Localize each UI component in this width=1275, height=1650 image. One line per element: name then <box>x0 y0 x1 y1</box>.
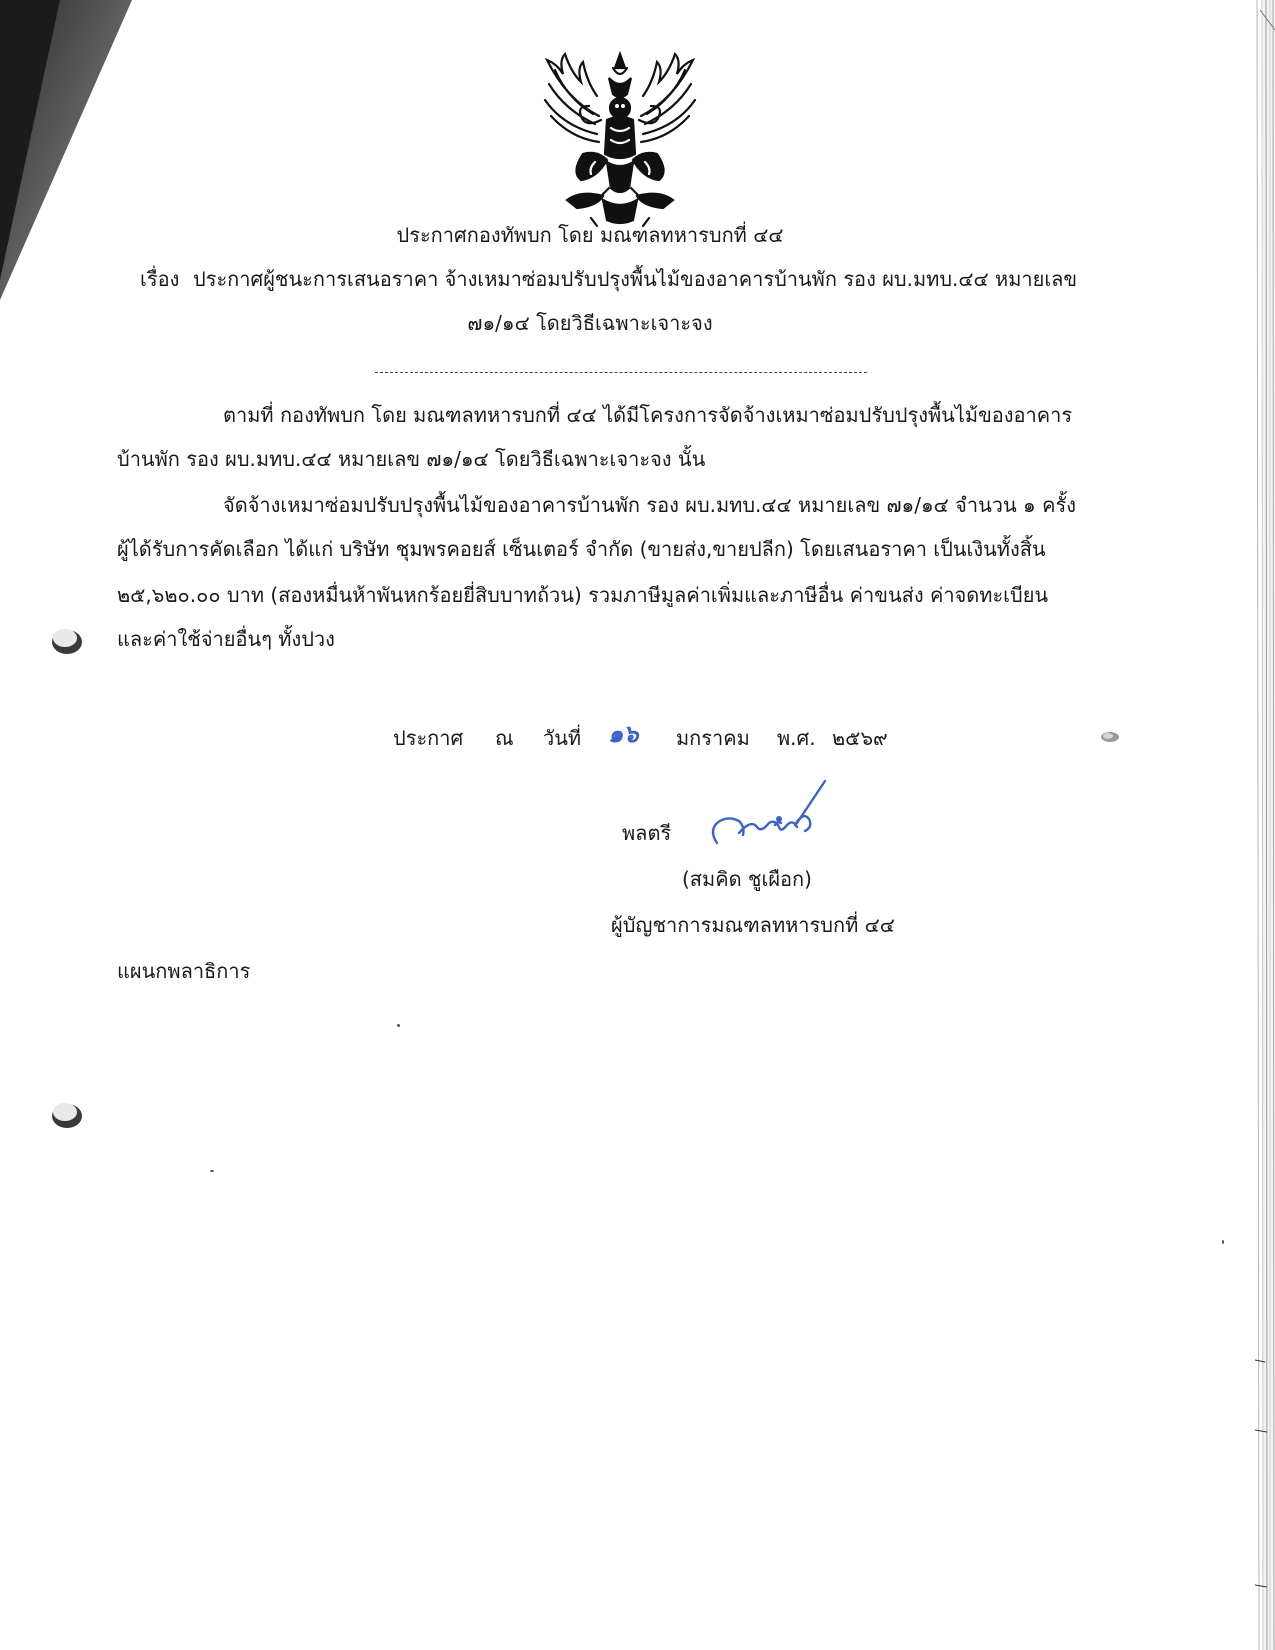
signatory-rank: พลตรี <box>622 821 672 845</box>
subject-line-1: ประกาศผู้ชนะการเสนอราคา จ้างเหมาซ่อมปรับปรุงพื้นไม้ของอาคารบ้านพัก รอง ผบ.มทบ.๔๔ หมายเลข <box>193 267 1078 291</box>
para2-line2: ผู้ได้รับการคัดเลือก ได้แก่ บริษัท ชุมพรคอยส์ เซ็นเตอร์ จำกัด (ขายส่ง,ขายปลีก) โดยเสนอราคา เป็นเงินทั้งสิ้น <box>117 537 1046 561</box>
scan-speck <box>397 1024 400 1027</box>
handwritten-day: ๑๖ <box>608 720 639 748</box>
punch-hole-top <box>50 626 84 656</box>
handwritten-signature <box>705 775 835 850</box>
announce-at: ณ <box>495 726 514 750</box>
announce-era: พ.ศ. <box>777 726 816 750</box>
scan-speck <box>210 1170 214 1172</box>
announce-day-label: วันที่ <box>543 726 582 750</box>
page-stack-edge <box>1205 0 1275 1650</box>
announce-month: มกราคม <box>676 726 750 750</box>
subject-label: เรื่อง <box>140 267 180 291</box>
signatory-position: ผู้บัญชาการมณฑลทหารบกที่ ๔๔ <box>611 913 895 937</box>
department-label: แผนกพลาธิการ <box>117 959 251 983</box>
para1-line1: ตามที่ กองทัพบก โดย มณฑลทหารบกที่ ๔๔ ได้มีโครงการจัดจ้างเหมาซ่อมปรับปรุงพื้นไม้ของอาคาร <box>223 403 1073 427</box>
para2-line3: ๒๕,๖๒๐.๐๐ บาท (สองหมื่นห้าพันหกร้อยยี่สิบบาทถ้วน) รวมภาษีมูลค่าเพิ่มและภาษีอื่น ค่าขนส่ง ค่าจดทะเบียน <box>117 583 1049 607</box>
header-divider <box>375 372 867 373</box>
scan-speck <box>1222 1240 1224 1244</box>
issuer-line: ประกาศกองทัพบก โดย มณฑลทหารบกที่ ๔๔ <box>396 223 784 247</box>
para2-line4: และค่าใช้จ่ายอื่นๆ ทั้งปวง <box>117 627 335 651</box>
announce-year: ๒๕๖๙ <box>832 726 888 750</box>
garuda-emblem <box>537 50 703 228</box>
signatory-name: (สมคิด ชูเผือก) <box>682 867 812 891</box>
announce-label: ประกาศ <box>393 726 464 750</box>
para2-line1: จัดจ้างเหมาซ่อมปรับปรุงพื้นไม้ของอาคารบ้านพัก รอง ผบ.มทบ.๔๔ หมายเลข ๗๑/๑๔ จำนวน ๑ ครั้ง <box>223 493 1076 517</box>
announce-date-line <box>0 720 1275 751</box>
scan-shadow-corner <box>0 0 150 300</box>
subject-line-2: ๗๑/๑๔ โดยวิธีเฉพาะเจาะจง <box>467 311 713 335</box>
punch-hole-bottom <box>50 1100 84 1130</box>
para1-line2: บ้านพัก รอง ผบ.มทบ.๔๔ หมายเลข ๗๑/๑๔ โดยวิธีเฉพาะเจาะจง นั้น <box>117 447 706 471</box>
